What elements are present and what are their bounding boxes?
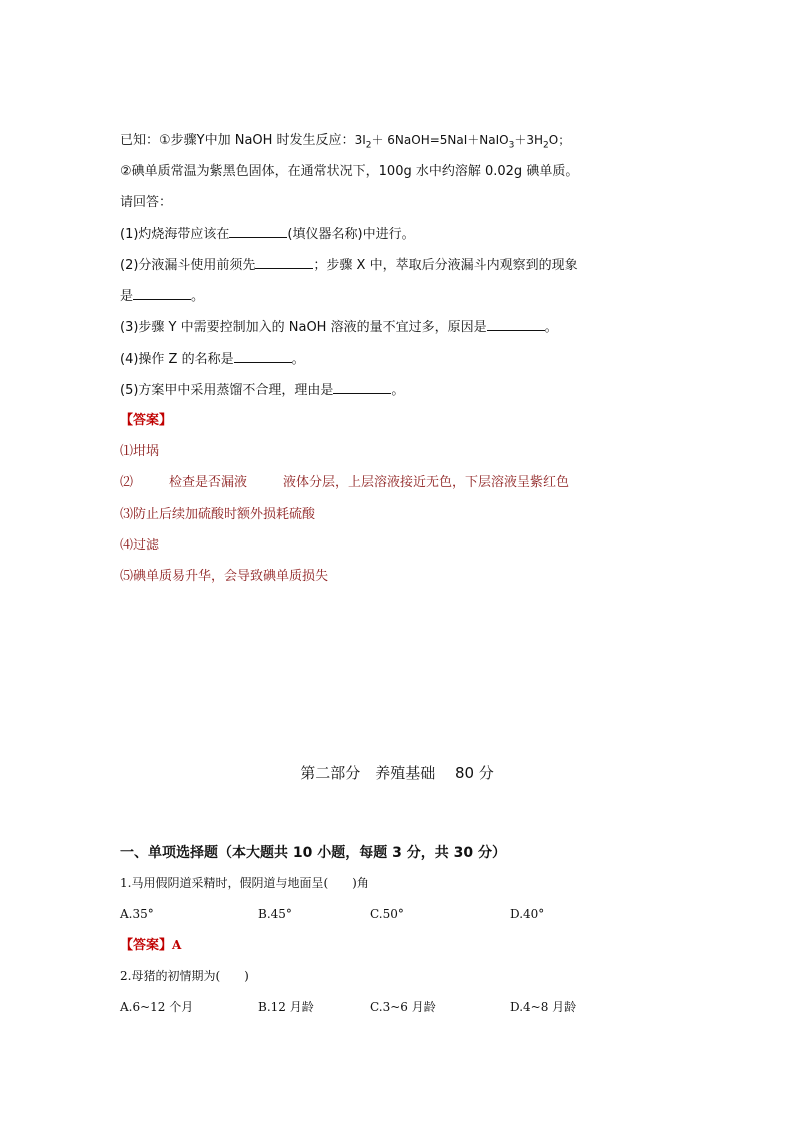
question-text: 是 [120, 289, 134, 304]
answer-blank [133, 287, 191, 300]
question-1 [120, 225, 415, 244]
question-5 [120, 381, 404, 400]
prompt: 请回答： [120, 195, 173, 210]
answer-part-1: 检查是否漏液 [169, 475, 248, 490]
answer-part-2: 液体分层，上层溶液接近无色，下层溶液呈紫红色 [283, 475, 570, 490]
part-2-title: 第二部分 养殖基础 80 分 [300, 764, 494, 782]
option-b: B.45° [258, 907, 292, 921]
mc-question-1: 1.马用假阴道采精时，假阴道与地面呈( )角 [120, 876, 369, 890]
equation-part: ＋3H [514, 133, 544, 147]
answer-blank [333, 381, 391, 394]
equation-subscript: 3 [508, 140, 515, 151]
question-2 [120, 256, 578, 275]
option-d: D.40° [510, 907, 545, 921]
option-c: C.50° [370, 907, 404, 921]
answer-label: 【答案】 [120, 413, 173, 428]
equation-subscript: 2 [365, 140, 372, 151]
answer-blank [255, 256, 313, 269]
answer-1: ⑴坩埚 [120, 444, 160, 459]
answer-blank [234, 350, 292, 363]
equation [354, 133, 571, 151]
question-text: (3)步骤 Y 中需要控制加入的 NaOH 溶液的量不宜过多，原因是 [120, 320, 487, 335]
answer-number: ⑵ [120, 475, 134, 490]
question-text: (1)灼烧海带应该在 [120, 227, 230, 242]
option-c: C.3~6 月龄 [370, 1000, 436, 1014]
question-text: 。 [544, 320, 558, 335]
known-line-1-prefix: 已知：①步骤Y中加 NaOH 时发生反应： [120, 133, 355, 148]
equation-part: 3I [354, 133, 366, 147]
mc-question-2: 2.母猪的初情期为( ) [120, 969, 249, 983]
known-line-1 [120, 131, 570, 150]
question-text: 。 [291, 352, 305, 367]
mc-answer-1 [120, 936, 181, 955]
question-text: (5)方案甲中采用蒸馏不合理，理由是 [120, 383, 334, 398]
option-b: B.12 月龄 [258, 1000, 314, 1014]
question-4 [120, 350, 305, 369]
equation-part: ＋ 6NaOH=5NaI＋NaIO [371, 133, 509, 147]
answer-4: ⑷过滤 [120, 538, 160, 553]
answer-blank [487, 318, 545, 331]
question-text: (填仪器名称)中进行。 [287, 227, 415, 242]
answer-2 [120, 474, 569, 492]
answer-blank [229, 225, 287, 238]
answer-3: ⑶防止后续加硫酸时额外损耗硫酸 [120, 507, 316, 522]
question-text: ；步骤 X 中，萃取后分液漏斗内观察到的现象 [313, 258, 578, 273]
equation-subscript: 2 [543, 140, 549, 151]
option-a: A.35° [120, 907, 154, 921]
option-a: A.6~12 个月 [120, 1000, 194, 1014]
answer-value: A [172, 938, 182, 952]
option-d: D.4~8 月龄 [510, 1000, 577, 1014]
question-text: 。 [191, 289, 205, 304]
section-heading: 一、单项选择题（本大题共 10 小题，每题 3 分，共 30 分） [120, 845, 506, 861]
question-text: 。 [391, 383, 405, 398]
equation-part: O； [548, 133, 571, 147]
known-line-2: ②碘单质常温为紫黑色固体，在通常状况下，100g 水中约溶解 0.02g 碘单质。 [120, 164, 579, 179]
answer-label: 【答案】 [120, 938, 173, 953]
question-2-cont [120, 287, 204, 306]
answer-5: ⑸碘单质易升华，会导致碘单质损失 [120, 569, 329, 584]
question-text: (2)分液漏斗使用前须先 [120, 258, 256, 273]
question-3 [120, 318, 558, 337]
question-text: (4)操作 Z 的名称是 [120, 352, 234, 367]
